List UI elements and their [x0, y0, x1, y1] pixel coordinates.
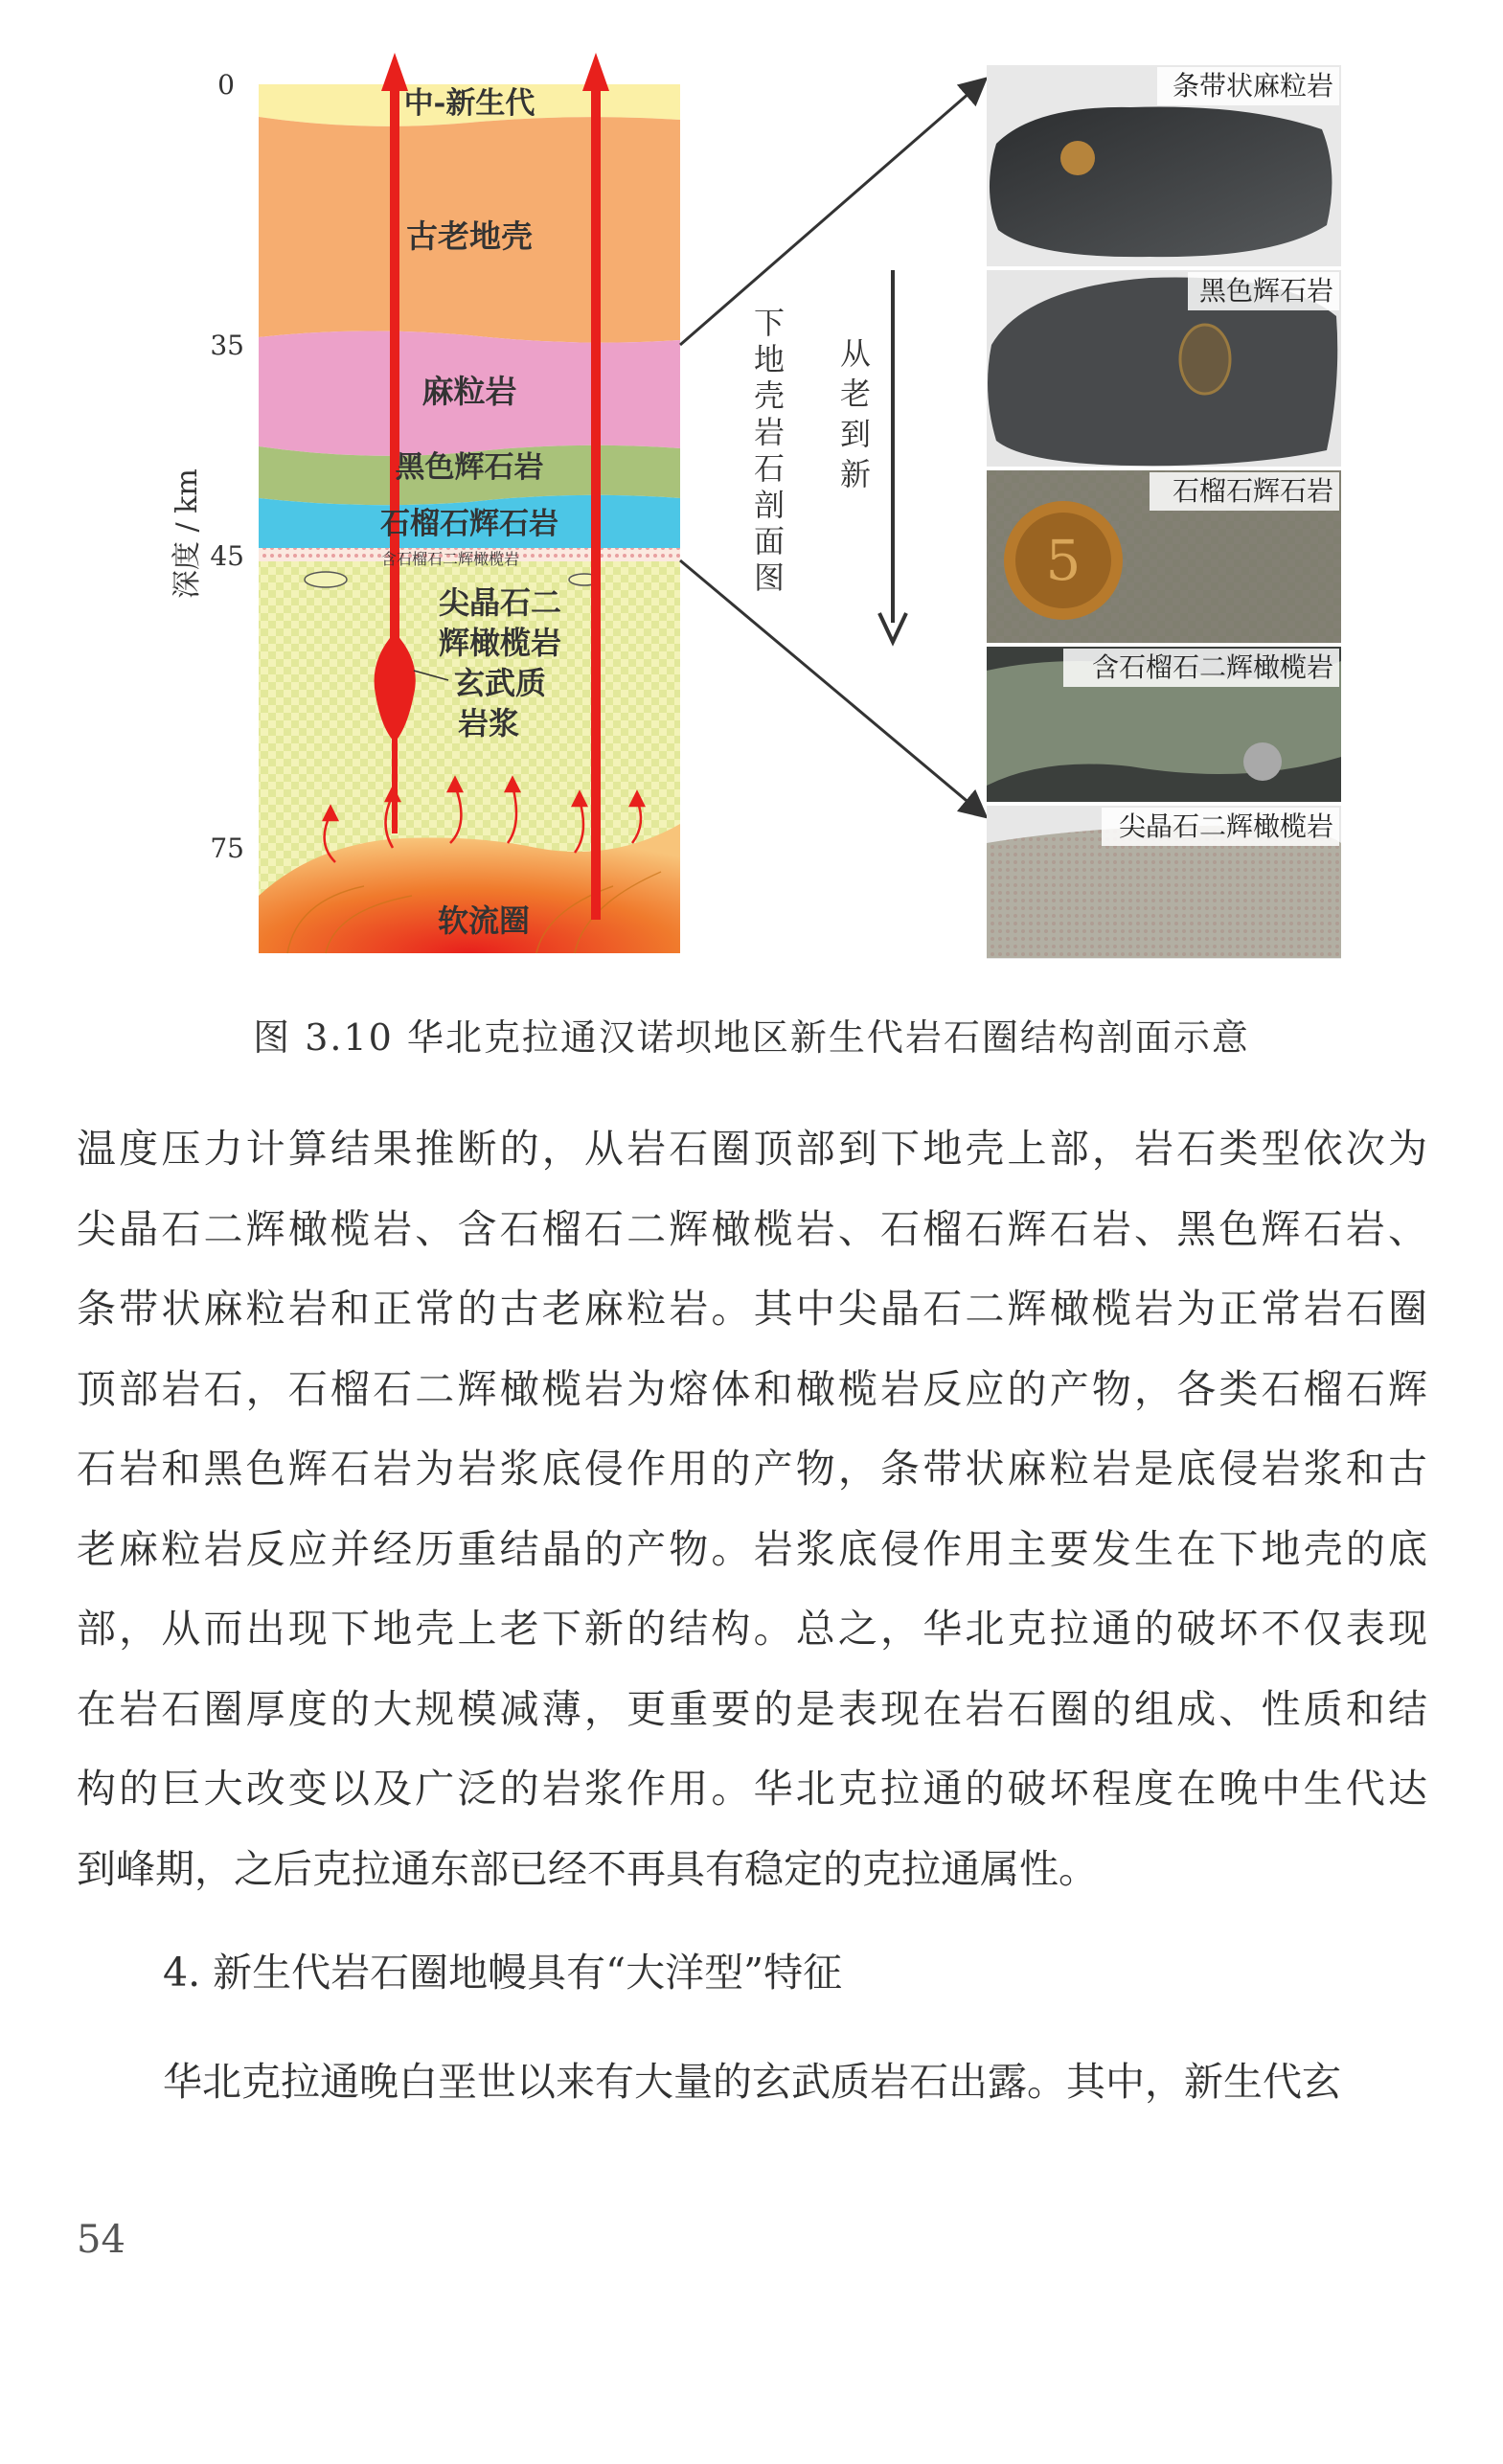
label-garnet-lherzolite-thin: 含石榴石二辉橄榄岩	[380, 550, 520, 568]
paragraph-2: 华北克拉通晚白垩世以来有大量的玄武质岩石出露。其中，新生代玄	[163, 2059, 1341, 2105]
label-old-crust: 古老地壳	[406, 217, 533, 255]
photo-1	[987, 65, 1341, 266]
paragraph-line: 在岩石圈厚度的大规模减薄，更重要的是表现在岩石圈的组成、性质和结	[77, 1685, 1427, 1732]
svg-text:地: 地	[753, 341, 786, 377]
photo-4	[987, 647, 1341, 802]
photo-label-1: 条带状麻粒岩	[1172, 70, 1333, 102]
svg-text:下: 下	[753, 305, 786, 341]
coin-numeral: 5	[1045, 528, 1082, 593]
svg-text:到: 到	[839, 416, 872, 452]
order-arrow	[879, 270, 906, 642]
photo-3	[987, 470, 1341, 643]
paragraph-line: 尖晶石二辉橄榄岩、含石榴石二辉橄榄岩、石榴石辉石岩、黑色辉石岩、	[77, 1205, 1427, 1252]
label-black-pyroxenite: 黑色辉石岩	[395, 450, 544, 485]
photo-label-2: 黑色辉石岩	[1198, 275, 1333, 307]
svg-text:剖: 剖	[753, 487, 786, 523]
depth-tick-75: 75	[210, 833, 244, 864]
label-garnet-pyroxenite: 石榴石辉石岩	[380, 507, 558, 541]
paragraph-1	[77, 1109, 1427, 1909]
label-spinel-lherzolite-1: 尖晶石二	[438, 584, 562, 621]
paragraph-line: 构的巨大改变以及广泛的岩浆作用。华北克拉通的破坏程度在晚中生代达	[77, 1766, 1427, 1812]
order-label	[840, 335, 871, 492]
svg-text:老: 老	[839, 376, 872, 412]
figure-caption: 图 3.10 华北克拉通汉诺坝地区新生代岩石圈结构剖面示意	[253, 1016, 1250, 1059]
paragraph-line: 温度压力计算结果推断的，从岩石圈顶部到下地壳上部，岩石类型依次为	[77, 1126, 1427, 1172]
depth-tick-45: 45	[210, 540, 244, 572]
label-spinel-lherzolite-2: 辉橄榄岩	[438, 625, 562, 661]
svg-text:图: 图	[753, 559, 786, 596]
paragraph-line: 老麻粒岩反应并经历重结晶的产物。岩浆底侵作用主要发生在下地壳的底	[77, 1525, 1427, 1572]
label-basaltic-magma-1: 玄武质	[453, 665, 547, 701]
paragraph-line: 部，从而出现下地壳上老下新的结构。总之，华北克拉通的破坏不仅表现	[77, 1606, 1427, 1652]
photo-label-4: 含石榴石二辉橄榄岩	[1091, 651, 1333, 683]
page-number: 54	[77, 2218, 125, 2262]
svg-text:面: 面	[753, 523, 786, 559]
paragraph-line: 石岩和黑色辉石岩为岩浆底侵作用的产物，条带状麻粒岩是底侵岩浆和古	[77, 1446, 1427, 1492]
paragraph-line: 顶部岩石，石榴石二辉橄榄岩为熔体和橄榄岩反应的产物，各类石榴石辉	[77, 1365, 1427, 1412]
depth-tick-0: 0	[217, 69, 235, 101]
label-cenozoic: 中-新生代	[403, 86, 535, 121]
svg-text:岩: 岩	[753, 414, 786, 450]
svg-text:从: 从	[839, 335, 872, 372]
svg-text:新: 新	[839, 456, 872, 492]
photo-label-3: 石榴石辉石岩	[1172, 475, 1333, 507]
connector-line-bottom	[680, 560, 977, 810]
section-label	[754, 305, 785, 596]
label-basaltic-magma-2: 岩浆	[457, 705, 520, 741]
depth-tick-35: 35	[210, 330, 244, 361]
label-asthenosphere: 软流圈	[437, 902, 531, 939]
photo-label-5: 尖晶石二辉橄榄岩	[1118, 810, 1333, 842]
label-granulite: 麻粒岩	[421, 373, 517, 410]
photo-5	[987, 806, 1341, 959]
section-heading: 4. 新生代岩石圈地幔具有“大洋型”特征	[163, 1950, 843, 1996]
lithosphere-section-figure	[0, 0, 1503, 968]
paragraph-line: 条带状麻粒岩和正常的古老麻粒岩。其中尖晶石二辉橄榄岩为正常岩石圈	[77, 1286, 1427, 1332]
depth-axis-label: 深度 / km	[171, 468, 204, 599]
paragraph-line: 到峰期，之后克拉通东部已经不再具有稳定的克拉通属性。	[77, 1845, 1098, 1892]
svg-text:石: 石	[753, 450, 786, 487]
photo-2	[987, 270, 1341, 467]
magma-lens-left	[305, 572, 347, 587]
connector-line-top	[680, 86, 977, 345]
svg-text:壳: 壳	[753, 377, 786, 414]
